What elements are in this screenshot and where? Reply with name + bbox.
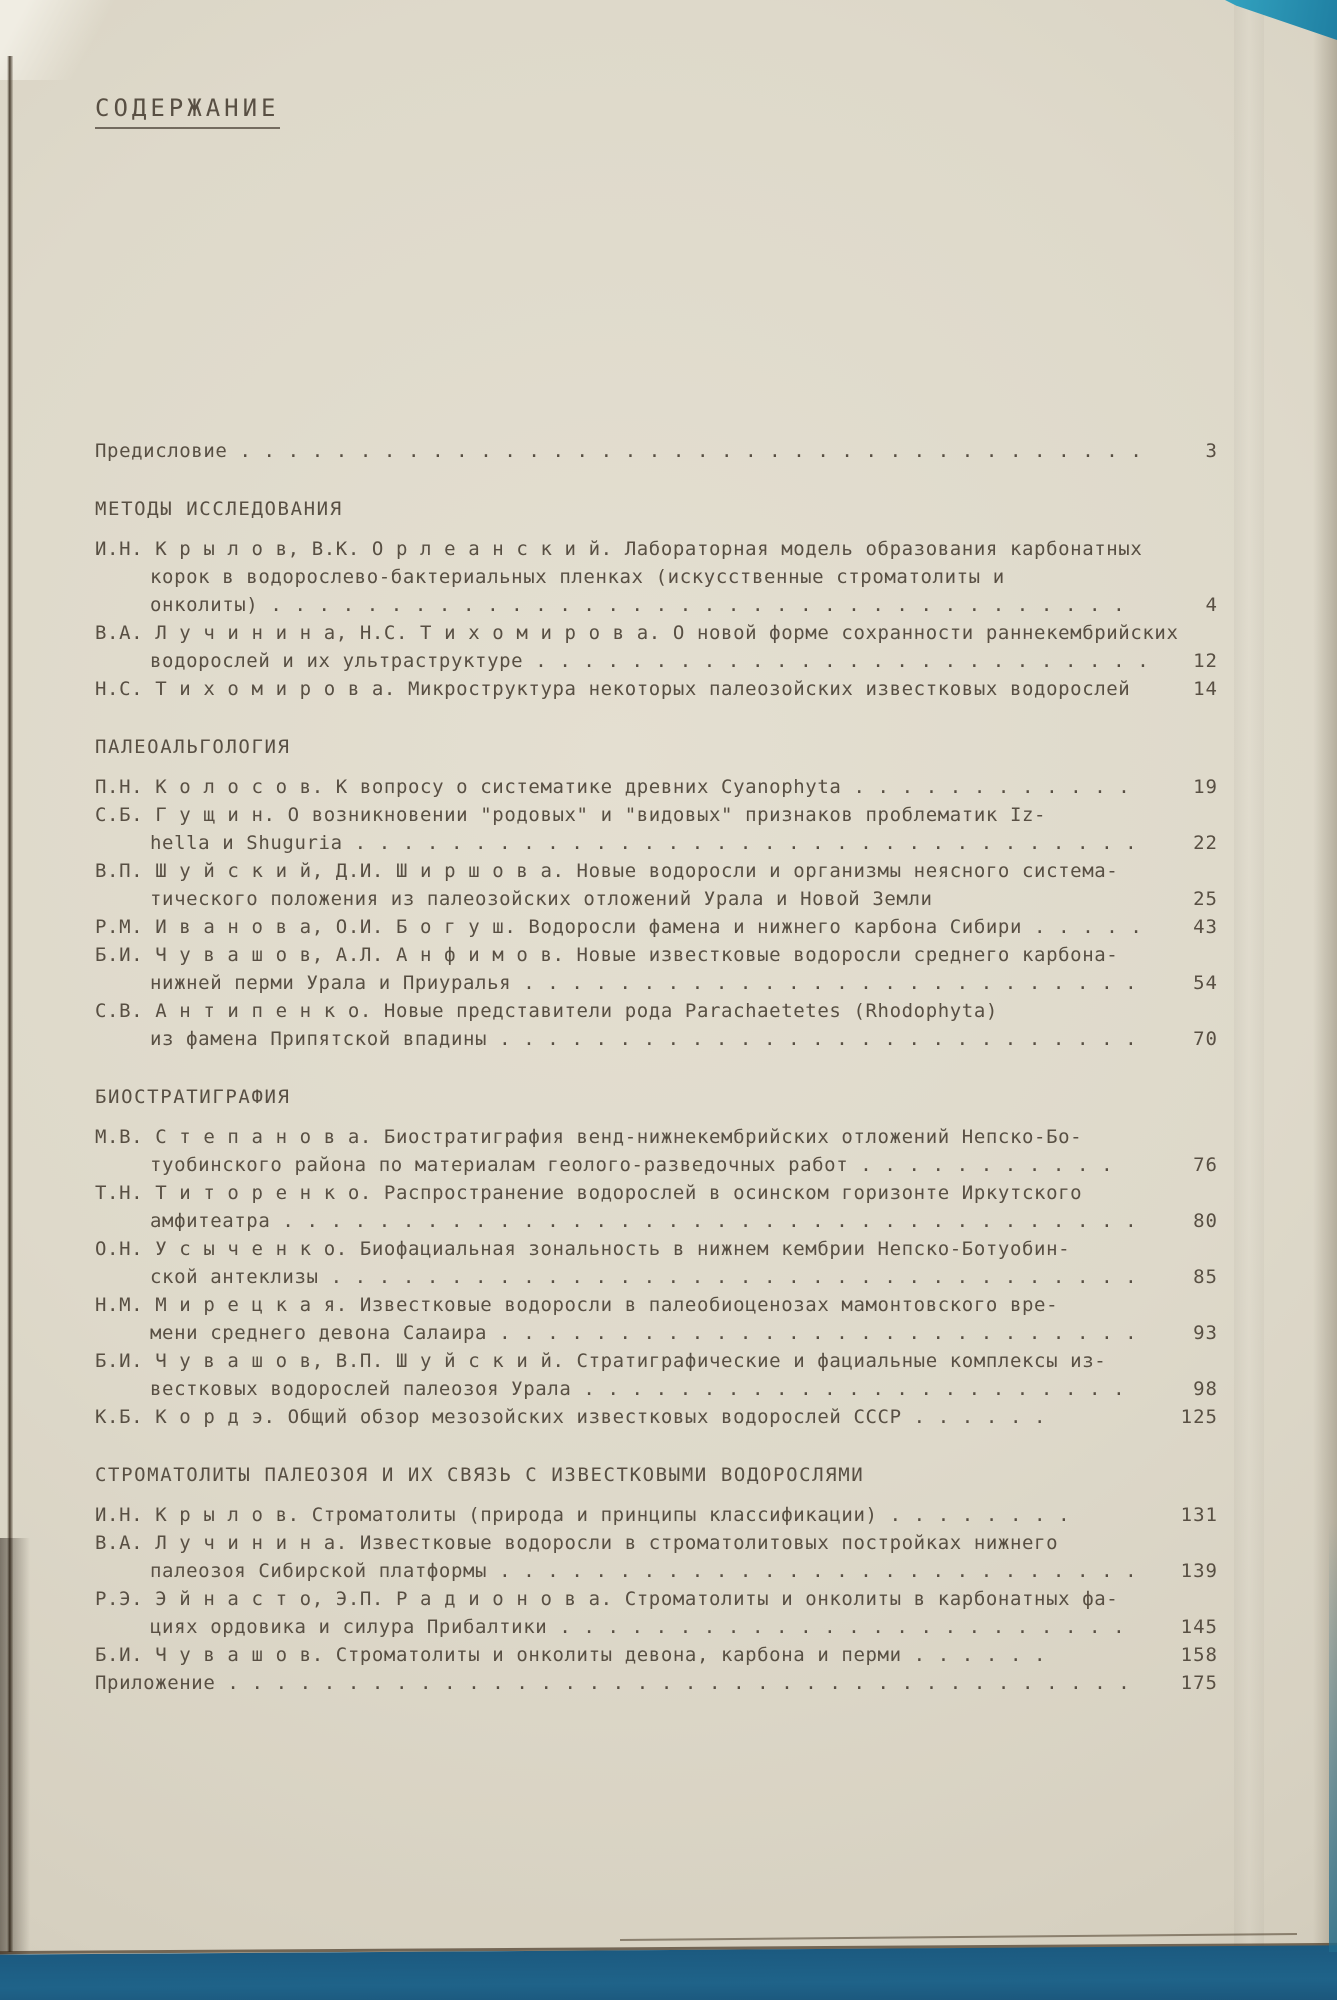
page-number: 158 (1180, 1644, 1218, 1666)
page-number: 4 (1205, 594, 1218, 616)
page-number: 22 (1193, 832, 1218, 854)
toc-entry (95, 1123, 1218, 1179)
toc-entry-line: корок в водорослево-бактериальных пленках (искусственные строматолиты и (150, 566, 1005, 588)
page-number: 54 (1193, 972, 1218, 994)
toc-section (95, 1669, 1218, 1697)
page-number: 80 (1193, 1210, 1218, 1232)
page-number: 70 (1193, 1028, 1218, 1050)
toc-entry (95, 1347, 1218, 1403)
toc-entry-line: О.Н. У с ы ч е н к о. Биофациальная зональность в нижнем кембрии Непско-Ботуобин- (95, 1238, 1071, 1260)
page-corner-highlight (0, 0, 150, 80)
page-stack-edge-line (620, 1933, 1297, 1941)
page-number: 3 (1205, 440, 1218, 462)
page-number: 76 (1193, 1154, 1218, 1176)
page-title: СОДЕРЖАНИЕ (95, 94, 280, 129)
page-number: 98 (1193, 1378, 1218, 1400)
toc-entry-line: из фамена Припятской впадины . . . . . . . . . . . . . . . . . . . . . . . . . . . (150, 1028, 1138, 1050)
toc-entry (95, 1585, 1218, 1641)
toc-entry-line: М.В. С т е п а н о в а. Биостратиграфия венд-нижнекембрийских отложений Непско-Бо- (95, 1126, 1083, 1148)
page-number: 12 (1193, 650, 1218, 672)
toc-section (95, 1083, 1218, 1431)
toc-entry (95, 1641, 1218, 1669)
book-cover-bottom (0, 1945, 1337, 2000)
toc-entry-line: нижней перми Урала и Приуралья . . . . . . . . . . . . . . . . . . . . . . . . . . (150, 972, 1138, 994)
page-number: 43 (1193, 916, 1218, 938)
toc-section (95, 733, 1218, 1053)
section-heading: ПАЛЕОАЛЬГОЛОГИЯ (95, 736, 291, 758)
toc-entry-line: вестковых водорослей палеозоя Урала . . . . . . . . . . . . . . . . . . . . . . . (150, 1378, 1126, 1400)
toc-entry-line: Т.Н. Т и т о р е н к о. Распространение водорослей в осинском горизонте Иркутского (95, 1182, 1083, 1204)
toc-entry (95, 1529, 1218, 1585)
toc-entry (95, 773, 1218, 801)
toc-entry-line: hella и Shuguria . . . . . . . . . . . . . . . . . . . . . . . . . . . . . . . . . (150, 832, 1138, 854)
page-number: 93 (1193, 1322, 1218, 1344)
page-number: 14 (1193, 678, 1218, 700)
toc (95, 437, 1218, 1697)
toc-entry (95, 437, 1218, 465)
toc-entry-line: Предисловие . . . . . . . . . . . . . . . . . . . . . . . . . . . . . . . . . . . . . . (95, 440, 1143, 462)
toc-section (95, 495, 1218, 703)
page-number: 125 (1180, 1406, 1218, 1428)
toc-entry (95, 1403, 1218, 1431)
toc-entry-line: С.Б. Г у щ и н. О возникновении "родовых" и "видовых" признаков проблематик Iz- (95, 804, 1047, 826)
toc-entry-line: В.А. Л у ч и н и н а, Н.С. Т и х о м и р о в а. О новой форме сохранности раннекембрийских (95, 622, 1179, 644)
book-cover-right-sliver (1329, 1522, 1337, 1952)
toc-entry-line: И.Н. К р ы л о в. Строматолиты (природа и принципы классификации) . . . . . . . . (95, 1504, 1071, 1526)
page-number: 139 (1180, 1560, 1218, 1582)
page-number: 145 (1180, 1616, 1218, 1638)
section-heading: СТРОМАТОЛИТЫ ПАЛЕОЗОЯ И ИХ СВЯЗЬ С ИЗВЕСТКОВЫМИ ВОДОРОСЛЯМИ (95, 1464, 865, 1486)
page-number: 131 (1180, 1504, 1218, 1526)
page-number: 85 (1193, 1266, 1218, 1288)
book-gutter-shadow (0, 1538, 30, 1958)
toc-entry-line: С.В. А н т и п е н к о. Новые представители рода Parachaetetes (Rhodophyta) (95, 1000, 998, 1022)
toc-entry (95, 941, 1218, 997)
toc-section (95, 1461, 1218, 1669)
toc-entry (95, 857, 1218, 913)
toc-entry-line: Б.И. Ч у в а ш о в, А.Л. А н ф и м о в. Новые известковые водоросли среднего карбона- (95, 944, 1119, 966)
toc-entry (95, 801, 1218, 857)
toc-entry-line: мени среднего девона Салаира . . . . . . . . . . . . . . . . . . . . . . . . . . . (150, 1322, 1138, 1344)
toc-entry-line: онколиты) . . . . . . . . . . . . . . . . . . . . . . . . . . . . . . . . . . . . (150, 594, 1126, 616)
toc-entry (95, 1291, 1218, 1347)
toc-entry (95, 1179, 1218, 1235)
toc-entry-line: Б.И. Ч у в а ш о в, В.П. Ш у й с к и й. Стратиграфические и фациальные комплексы из- (95, 1350, 1107, 1372)
toc-entry-line: В.П. Ш у й с к и й, Д.И. Ш и р ш о в а. Новые водоросли и организмы неясного система- (95, 860, 1119, 882)
toc-entry (95, 1501, 1218, 1529)
toc-entry-line: Н.М. М и р е ц к а я. Известковые водоросли в палеобиоценозах мамонтовского вре- (95, 1294, 1059, 1316)
toc-entry-line: палеозоя Сибирской платформы . . . . . . . . . . . . . . . . . . . . . . . . . . . (150, 1560, 1138, 1582)
toc-entry-line: Приложение . . . . . . . . . . . . . . . . . . . . . . . . . . . . . . . . . . . . . . (95, 1672, 1131, 1694)
paper-crease (1234, 0, 1264, 2000)
toc-entry-line: В.А. Л у ч и н и н а. Известковые водоросли в строматолитовых постройках нижнего (95, 1532, 1059, 1554)
toc-entry-line: Б.И. Ч у в а ш о в. Строматолиты и онколиты девона, карбона и перми . . . . . . (95, 1644, 1047, 1666)
section-heading: МЕТОДЫ ИССЛЕДОВАНИЯ (95, 498, 343, 520)
toc-entry-line: Р.М. И в а н о в а, О.И. Б о г у ш. Водоросли фамена и нижнего карбона Сибири . . . . . (95, 916, 1143, 938)
page-number: 19 (1193, 776, 1218, 798)
toc-entry-line: Н.С. Т и х о м и р о в а. Микроструктура некоторых палеозойских известковых водорослей (95, 678, 1131, 700)
toc-entry-line: Р.Э. Э й н а с т о, Э.П. Р а д и о н о в а. Строматолиты и онколиты в карбонатных фа- (95, 1588, 1119, 1610)
toc-entry-line: водорослей и их ультраструктуре . . . . . . . . . . . . . . . . . . . . . . . . . . (150, 650, 1150, 672)
toc-entry (95, 675, 1218, 703)
toc-entry-line: амфитеатра . . . . . . . . . . . . . . . . . . . . . . . . . . . . . . . . . . . . (150, 1210, 1138, 1232)
section-heading: БИОСТРАТИГРАФИЯ (95, 1086, 291, 1108)
toc-entry-line: тического положения из палеозойских отложений Урала и Новой Земли (150, 888, 933, 910)
toc-entry-line: циях ордовика и силура Прибалтики . . . . . . . . . . . . . . . . . . . . . . . . (150, 1616, 1126, 1638)
toc-entry-line: И.Н. К р ы л о в, В.К. О р л е а н с к и й. Лабораторная модель образования карбонатных (95, 538, 1143, 560)
toc-section (95, 437, 1218, 465)
page-number: 25 (1193, 888, 1218, 910)
toc-entry (95, 1669, 1218, 1697)
toc-entry (95, 913, 1218, 941)
toc-entry (95, 535, 1218, 619)
toc-entry-line: туобинского района по материалам геолого-разведочных работ . . . . . . . . . . . (150, 1154, 1114, 1176)
page-number: 175 (1180, 1672, 1218, 1694)
toc-entry-line: П.Н. К о л о с о в. К вопросу о систематике древних Cyanophyta . . . . . . . . . . . . (95, 776, 1131, 798)
toc-entry (95, 997, 1218, 1053)
toc-entry (95, 619, 1218, 675)
toc-entry (95, 1235, 1218, 1291)
toc-entry-line: ской антеклизы . . . . . . . . . . . . . . . . . . . . . . . . . . . . . . . . . . (150, 1266, 1138, 1288)
toc-entry-line: К.Б. К о р д э. Общий обзор мезозойских известковых водорослей СССР . . . . . . (95, 1406, 1047, 1428)
